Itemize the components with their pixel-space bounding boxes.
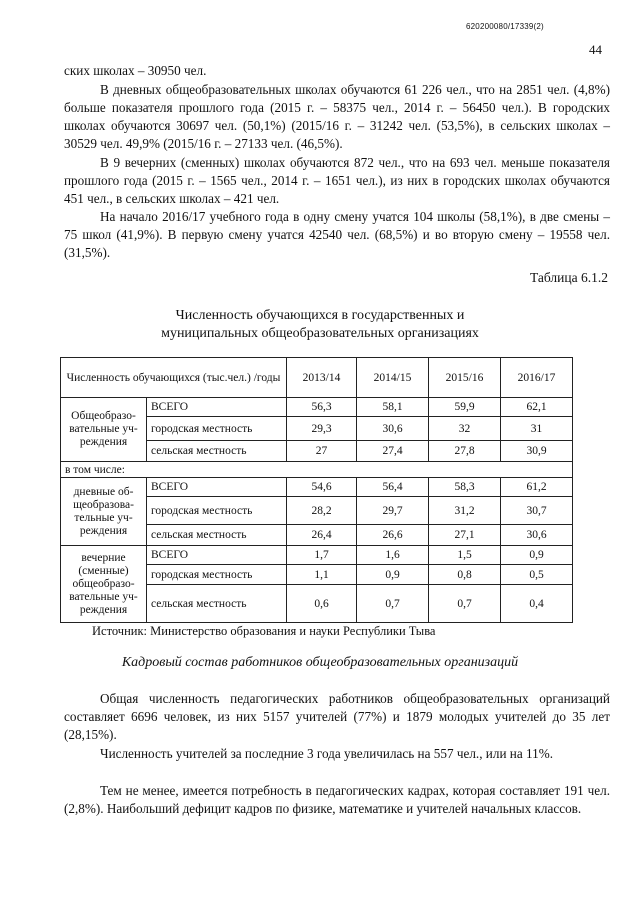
- group-label: дневные об-щеобразова-тельные уч-реждения: [61, 478, 147, 546]
- table-cell: 62,1: [501, 398, 573, 417]
- row-label: ВСЕГО: [147, 478, 287, 497]
- paragraph-continuation: ских школах – 30950 чел.: [64, 63, 207, 78]
- table-cell: 61,2: [501, 478, 573, 497]
- group-label: вечерние (сменные) общеобразо-вательные уч-реждения: [61, 546, 147, 623]
- table-cell: 0,7: [357, 585, 429, 623]
- table-cell: 58,3: [429, 478, 501, 497]
- document-id: 620200080/17339(2): [466, 22, 544, 31]
- table-title: [0, 307, 640, 343]
- table-cell: 26,4: [287, 525, 357, 546]
- table-cell: 31,2: [429, 497, 501, 525]
- table-row: [61, 398, 573, 417]
- header-year: 2016/17: [501, 358, 573, 398]
- table-cell: 59,9: [429, 398, 501, 417]
- row-label: ВСЕГО: [147, 398, 287, 417]
- paragraph-teachers-total: Общая численность педагогических работников общеобразовательных организаций составляет 6696 человек, из них 5157 учителей (77%) и 1879 молодых учителей до 35 лет (28,15%).: [64, 691, 610, 742]
- table-cell: 31: [501, 417, 573, 441]
- table-cell: 54,6: [287, 478, 357, 497]
- table-header-row: [61, 358, 573, 398]
- table-cell: 0,9: [357, 565, 429, 585]
- subheader-row: [61, 462, 573, 478]
- row-label: городская местность: [147, 417, 287, 441]
- section-title: Кадровый состав работников общеобразовательных организаций: [121, 655, 519, 670]
- row-label: сельская местность: [147, 525, 287, 546]
- row-label: сельская местность: [147, 585, 287, 623]
- table-cell: 58,1: [357, 398, 429, 417]
- table-cell: 27,1: [429, 525, 501, 546]
- row-label: городская местность: [147, 497, 287, 525]
- table-cell: 1,6: [357, 546, 429, 565]
- table-cell: 28,2: [287, 497, 357, 525]
- header-first-cell: Численность обучающихся (тыс.чел.) /годы: [61, 358, 287, 398]
- header-year: 2015/16: [429, 358, 501, 398]
- table-cell: 27,4: [357, 441, 429, 462]
- group-label: Общеобразо-вательные уч-реждения: [61, 398, 147, 462]
- table-cell: 0,7: [429, 585, 501, 623]
- table-cell: 56,4: [357, 478, 429, 497]
- row-label: городская местность: [147, 565, 287, 585]
- paragraph-teachers-deficit: Тем не менее, имеется потребность в педагогических кадрах, которая составляет 191 чел. (2,8%). Наибольший дефицит кадров по физике, математике и учителей начальных классов.: [64, 783, 610, 816]
- table-cell: 1,5: [429, 546, 501, 565]
- table-source: Источник: Министерство образования и науки Республики Тыва: [92, 624, 436, 638]
- students-table: [60, 357, 573, 623]
- table-cell: 29,3: [287, 417, 357, 441]
- table-cell: 32: [429, 417, 501, 441]
- table-row: [61, 478, 573, 497]
- table-cell: 27,8: [429, 441, 501, 462]
- paragraph-shifts: На начало 2016/17 учебного года в одну смену учатся 104 школы (58,1%), в две смены – 75 школ (41,9%). В первую смену учатся 42540 чел. (68,5%) и во вторую смену – 19558 чел. (31,5%).: [64, 209, 610, 260]
- table-cell: 30,9: [501, 441, 573, 462]
- table-cell: 30,6: [357, 417, 429, 441]
- table-title-line1: Численность обучающихся в государственных и: [175, 308, 465, 323]
- header-year: 2013/14: [287, 358, 357, 398]
- table-cell: 26,6: [357, 525, 429, 546]
- table-cell: 29,7: [357, 497, 429, 525]
- table-cell: 56,3: [287, 398, 357, 417]
- table-title-line2: муниципальных общеобразовательных организациях: [161, 326, 479, 341]
- table-cell: 1,1: [287, 565, 357, 585]
- row-label: сельская местность: [147, 441, 287, 462]
- page-number: 44: [589, 42, 602, 57]
- header-year: 2014/15: [357, 358, 429, 398]
- table-label: Таблица 6.1.2: [530, 270, 608, 285]
- paragraph-day-schools: В дневных общеобразовательных школах обучаются 61 226 чел., что на 2851 чел. (4,8%) больше показателя прошлого года (2015 г. – 58375 чел., 2014 г. – 56450 чел.). В городских школах обучаются 30697 чел. (50,1%) (2015/16 г. – 31242 чел. (53,5%), в сельских школах – 30529 чел. 49,9% (2015/16 г. – 27133 чел. (46,5%).: [64, 82, 610, 151]
- table-cell: 1,7: [287, 546, 357, 565]
- table-cell: 0,8: [429, 565, 501, 585]
- table-cell: 0,6: [287, 585, 357, 623]
- table-row: [61, 546, 573, 565]
- row-label: ВСЕГО: [147, 546, 287, 565]
- table-cell: 30,7: [501, 497, 573, 525]
- subheader-cell: в том числе:: [61, 462, 573, 478]
- table-cell: 0,5: [501, 565, 573, 585]
- paragraph-evening-schools: В 9 вечерних (сменных) школах обучаются 872 чел., что на 693 чел. меньше показателя прошлого года (2015 г. – 1565 чел., 2014 г. – 1651 чел.), из них в городских школах обучаются 451 чел., в сельских школах – 421 чел.: [64, 155, 610, 206]
- table-cell: 0,4: [501, 585, 573, 623]
- table-cell: 0,9: [501, 546, 573, 565]
- table-cell: 27: [287, 441, 357, 462]
- table-cell: 30,6: [501, 525, 573, 546]
- paragraph-teachers-growth: Численность учителей за последние 3 года увеличилась на 557 чел., или на 11%.: [100, 746, 553, 761]
